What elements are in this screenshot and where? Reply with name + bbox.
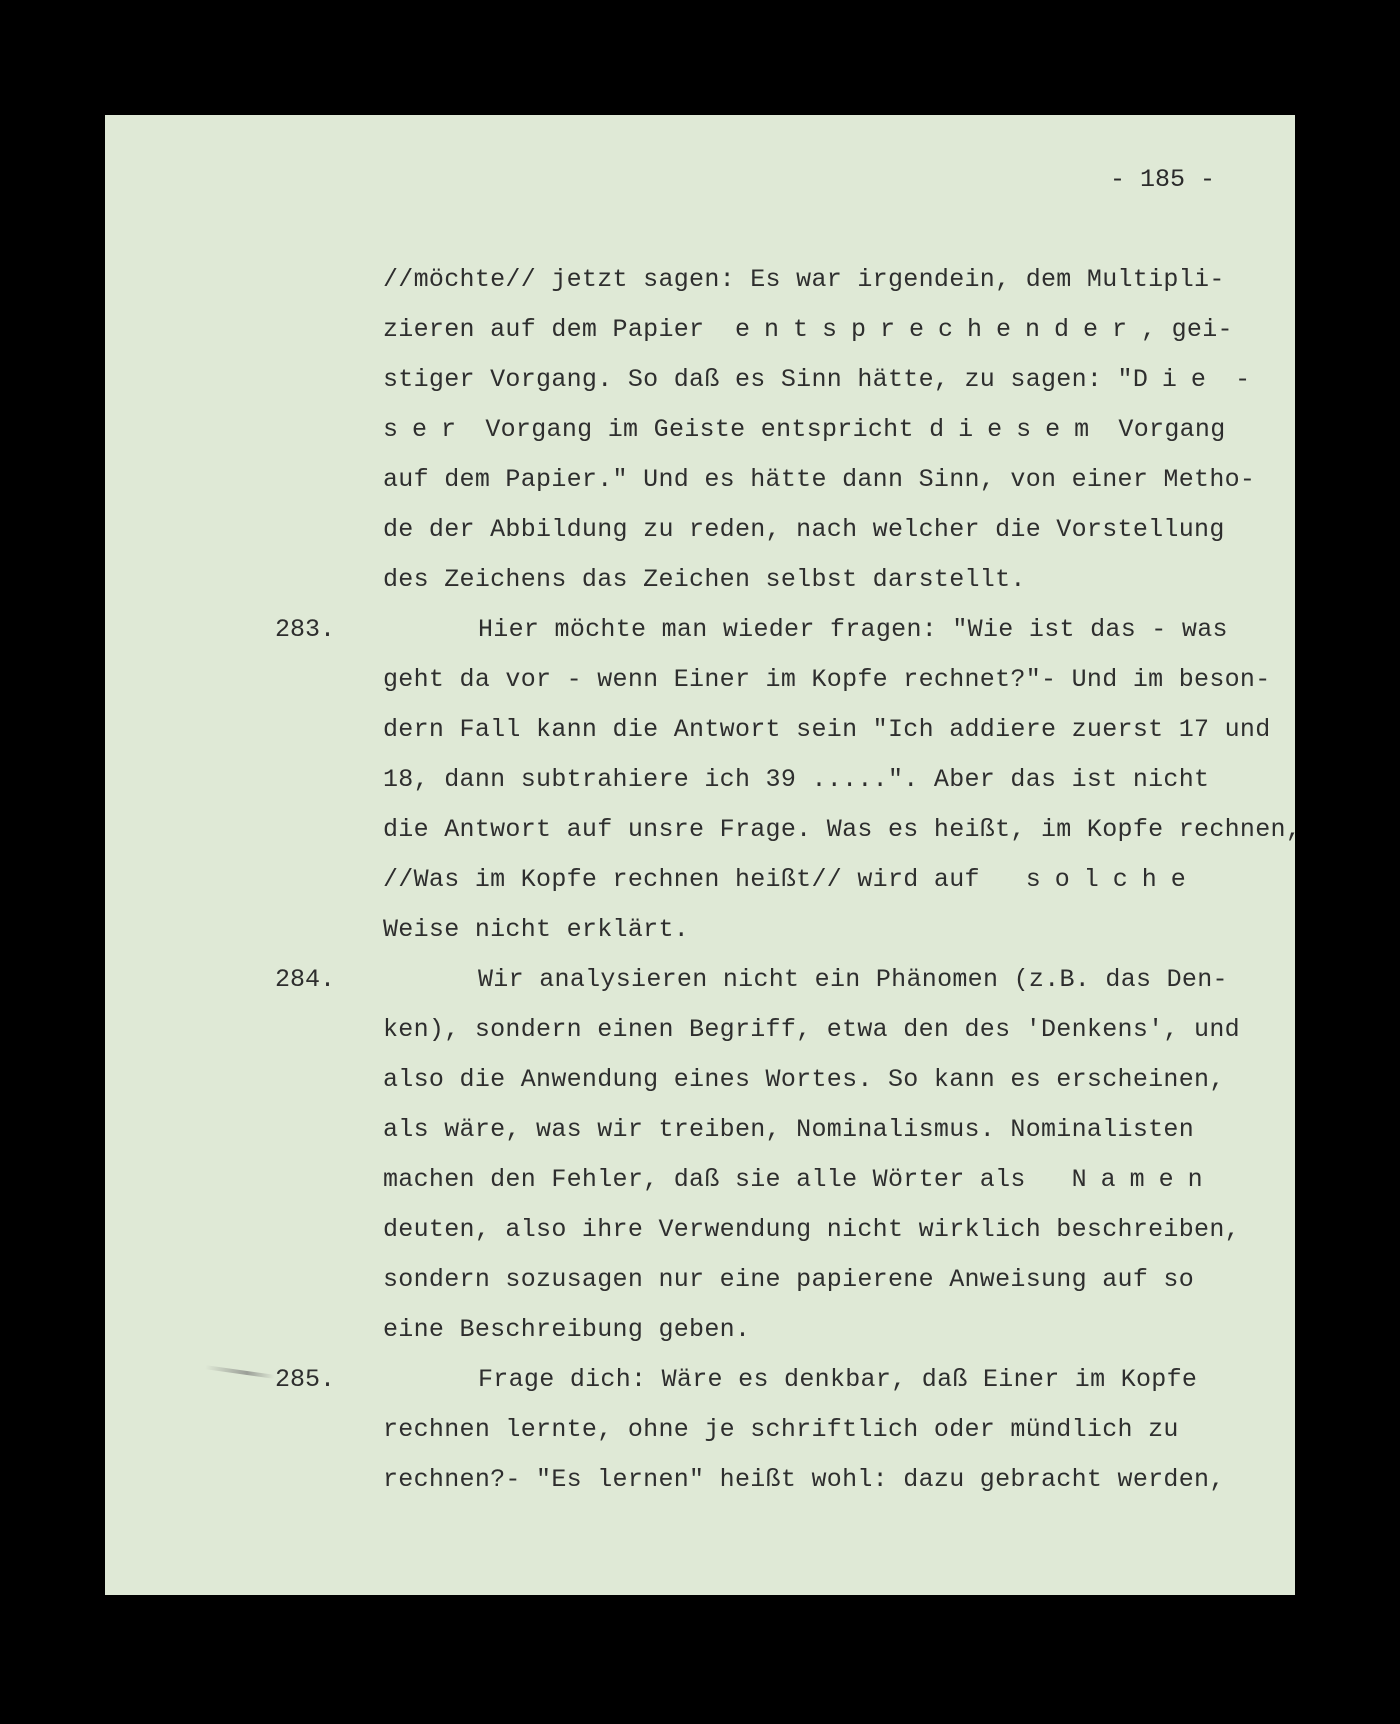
text-line: auf dem Papier." Und es hätte dann Sinn, von einer Metho-: [383, 465, 1256, 494]
paragraph-number: 285.: [275, 1365, 336, 1394]
text-line: machen den Fehler, daß sie alle Wörter als Namen: [383, 1165, 1217, 1194]
text-line: ken), sondern einen Begriff, etwa den des 'Denkens', und: [383, 1015, 1240, 1044]
text-line: also die Anwendung eines Wortes. So kann es erscheinen,: [383, 1065, 1225, 1094]
text-line: stiger Vorgang. So daß es Sinn hätte, zu sagen: "Die -: [383, 365, 1251, 394]
text-line: deuten, also ihre Verwendung nicht wirklich beschreiben,: [383, 1215, 1240, 1244]
text-line: rechnen lernte, ohne je schriftlich oder mündlich zu: [383, 1415, 1179, 1444]
text-line: Frage dich: Wäre es denkbar, daß Einer im Kopfe: [478, 1365, 1198, 1394]
text-line: Weise nicht erklärt.: [383, 915, 690, 944]
text-line: dern Fall kann die Antwort sein "Ich addiere zuerst 17 und: [383, 715, 1271, 744]
text-line: zieren auf dem Papier entsprechender, gei-: [383, 315, 1233, 344]
text-line: des Zeichens das Zeichen selbst darstellt.: [383, 565, 1026, 594]
text-line: Hier möchte man wieder fragen: "Wie ist das - was: [478, 615, 1228, 644]
pencil-mark: [205, 1365, 275, 1379]
document-page: [105, 115, 1302, 1595]
text-line: die Antwort auf unsre Frage. Was es heißt, im Kopfe rechnen,: [383, 815, 1302, 844]
text-line: eine Beschreibung geben.: [383, 1315, 751, 1344]
text-line: geht da vor - wenn Einer im Kopfe rechnet?"- Und im beson-: [383, 665, 1271, 694]
text-line: ser Vorgang im Geiste entspricht diesem Vorgang: [383, 415, 1226, 444]
text-line: als wäre, was wir treiben, Nominalismus. Nominalisten: [383, 1115, 1195, 1144]
page-number: - 185 -: [1110, 165, 1216, 194]
text-line: sondern sozusagen nur eine papierene Anweisung auf so: [383, 1265, 1195, 1294]
paragraph-number: 284.: [275, 965, 336, 994]
text-line: 18, dann subtrahiere ich 39 .....". Aber das ist nicht: [383, 765, 1210, 794]
text-line: rechnen?- "Es lernen" heißt wohl: dazu gebracht werden,: [383, 1465, 1225, 1494]
text-line: //Was im Kopfe rechnen heißt// wird auf solche: [383, 865, 1200, 894]
paragraph-number: 283.: [275, 615, 336, 644]
text-line: de der Abbildung zu reden, nach welcher die Vorstellung: [383, 515, 1225, 544]
text-line: Wir analysieren nicht ein Phänomen (z.B. das Den-: [478, 965, 1228, 994]
text-line: //möchte// jetzt sagen: Es war irgendein, dem Multipli-: [383, 265, 1225, 294]
